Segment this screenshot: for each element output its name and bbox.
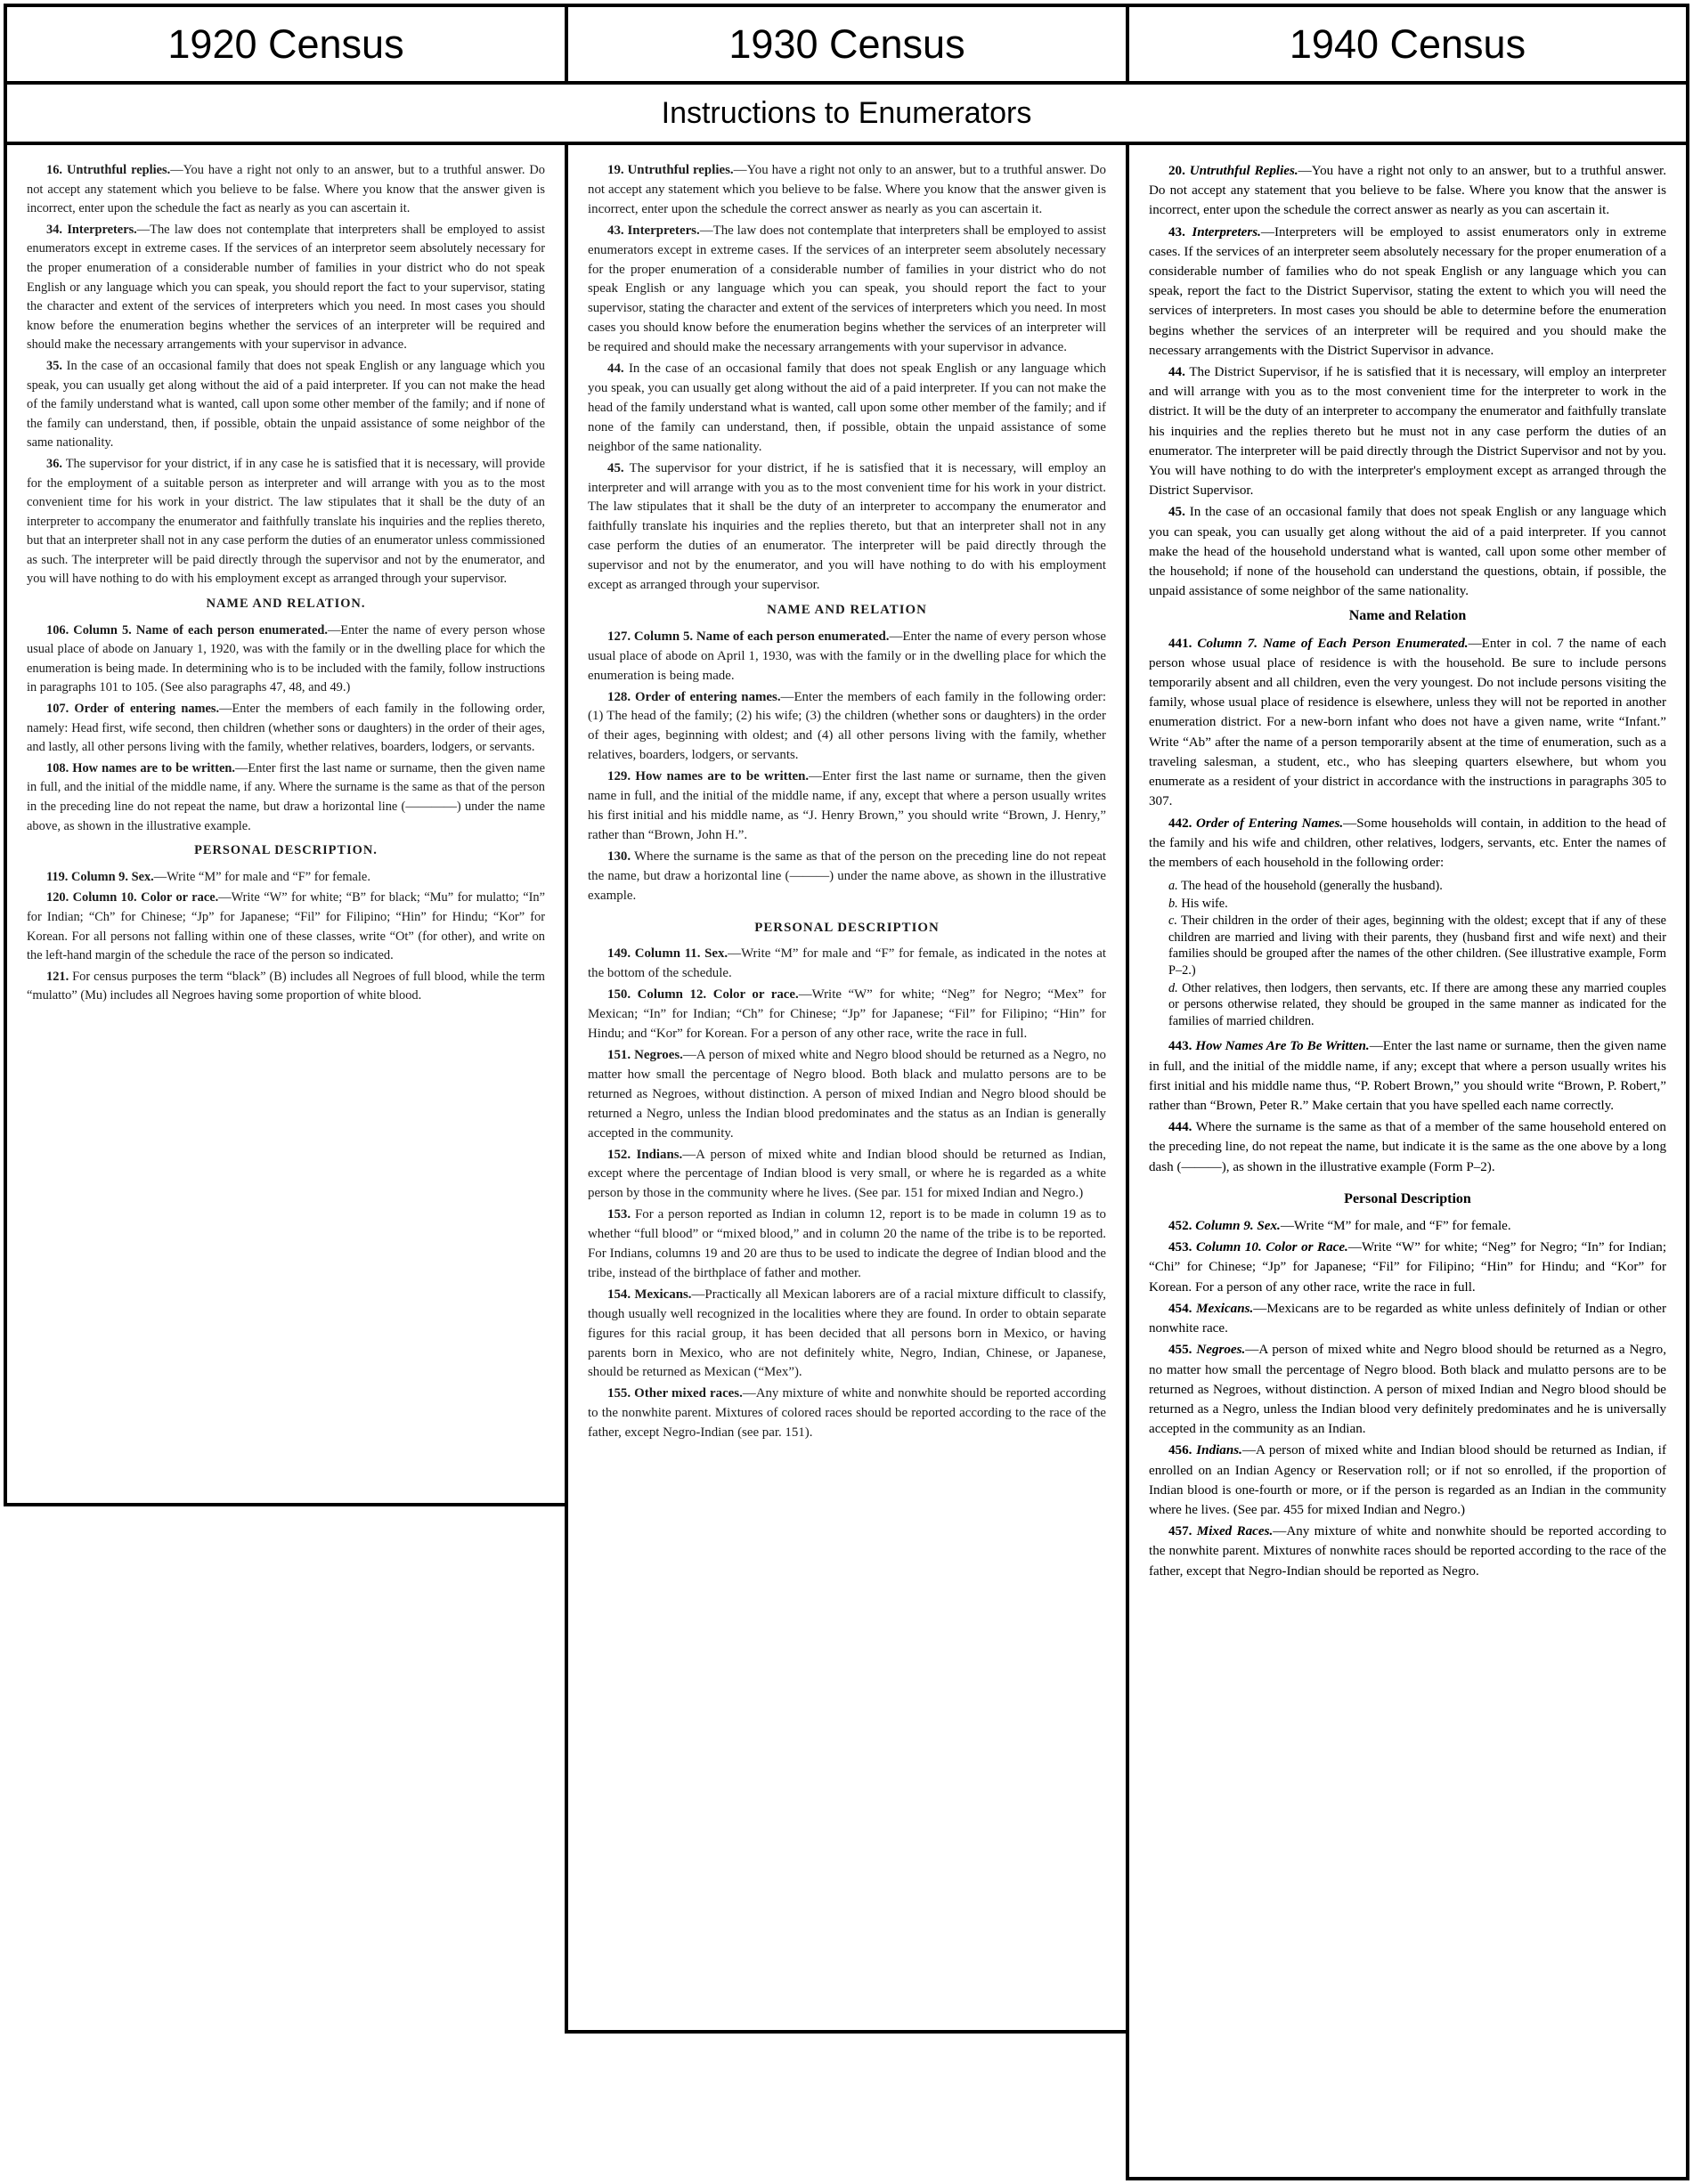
paragraph-152: 152. Indians.—A person of mixed white and Indian blood should be returned as Indian, except where the percentage of Indian blood is very small, or where he is regarded as a white person by those in the community where he lives. (See par. 151 for mixed Indian and Negro.) (588, 1147, 1106, 1201)
paragraph-455: 455. Negroes.—A person of mixed white and Negro blood should be returned as a Negro, no matter how small the percentage of Negro blood. Both black and mulatto persons are to be returned as Negroes, without distinction. A person of mixed Indian and Negro blood should be returned as a Negro, unless the Indian blood very definitely predominates and he is universally accepted in the community as an Indian. (1149, 1343, 1666, 1437)
column-1930-instructions (565, 142, 1129, 2034)
paragraph-150: 150. Column 12. Color or race.—Write “W” for white; “Neg” for Negro; “Mex” for Mexican; “In” for Indian; “Ch” for Chinese; “Jp” for Japanese; “Fil” for Filipino; “Hin” for Hindu; and “Kor” for Korean. For a person of any other race, write the race in full. (588, 987, 1106, 1042)
paragraph-130: 130. Where the surname is the same as that of the person on the preceding line do not repeat the name, but draw a horizontal line (———) under the name above, as shown in the illustrative example. (588, 848, 1106, 903)
banner-title: Instructions to Enumerators (661, 95, 1032, 130)
paragraph-35: 35. In the case of an occasional family that does not speak English or any language which you speak, you can usually get along without the aid of a paid interpreter. If you can not make the head of the family understand what is wanted, call upon some other member of the family; and if none of the family can understand, then, if possible, obtain the unpaid assistance of some neighbor of the same nationality. (27, 358, 545, 451)
paragraph-44: 44. The District Supervisor, if he is satisfied that it is necessary, will employ an interpreter and will arrange with you as to the most convenient time for the interpreter to work in the district. It will be the duty of an interpreter to accompany the enumerator and faithfully translate his inquiries and the replies thereto but he must not in any case perform the duties of an enumerator. The interpreter will be paid directly through the District Supervisor and not by you. You will have nothing to do with the interpreter's employment except as arranged through the District Supervisor. (1149, 365, 1666, 499)
paragraph-454: 454. Mexicans.—Mexicans are to be regarded as white unless definitely of Indian or other nonwhite race. (1149, 1301, 1666, 1336)
paragraph-121: 121. For census purposes the term “black” (B) includes all Negroes of full blood, while the term “mulatto” (Mu) includes all Negroes having some proportion of white blood. (27, 969, 545, 1003)
paragraph-443: 443. How Names Are To Be Written.—Enter the last name or surname, then the given name in full, and the initial of the middle name, if any; except that where a person usually writes his first initial and his middle name thus, “P. Robert Brown,” you should write “Brown, P. Robert,” rather than “Brown, Peter R.” Make certain that you have spelled each name correctly. (1149, 1039, 1667, 1114)
section-heading-name-relation: NAME AND RELATION (767, 602, 927, 617)
paragraph-36: 36. The supervisor for your district, if in any case he is satisfied that it is necessary, will provide for the employment of a suitable person as interpreter and will arrange with you as to the most convenient time for his work in your district. The law stipulates that it shall be the duty of an interpreter to accompany the enumerator and faithfully translate his inquiries and the replies thereto, but that an interpreter shall not in any case perform the duties of an enumerator unless commissioned as such. The interpreter will be paid directly through the supervisor and not by the enumerator, and you will have nothing to do with his employment except as arranged through your supervisor. (27, 456, 545, 587)
instructions-banner (4, 81, 1689, 145)
paragraph-44: 44. In the case of an occasional family that does not speak English or any language which you speak, you can usually get along without the aid of a paid interpreter. If you can not make the head of the family understand what is wanted, call upon some other member of the family; and if none of the family can understand, then, if possible, obtain the unpaid assistance of some neighbor of the same nationality. (588, 361, 1106, 454)
paragraph-16: 16. Untruthful replies.—You have a right not only to an answer, but to a truthful answer. Do not accept any statement which you believe to be false. Where you know that the answer given is incorrect, enter upon the schedule the fact as nearly as you can ascertain it. (27, 163, 545, 216)
paragraph-442: 442. Order of Entering Names.—Some households will contain, in addition to the head of the family and his wife and children, other relatives, lodgers, servants, etc. Enter the names of the members of each household in the following order: (1149, 816, 1666, 870)
list-item: d. Other relatives, then lodgers, then servants, etc. If there are among these any married couples or persons otherwise related, they should be grouped in the same manner as indicated for the families of married children. (1168, 980, 1666, 1028)
paragraph-457: 457. Mixed Races.—Any mixture of white and nonwhite should be reported according to the nonwhite parent. Mixtures of nonwhite races should be reported according to the race of the father, except that Negro-Indian should be reported as Negro. (1149, 1524, 1666, 1579)
paragraph-34: 34. Interpreters.—The law does not contemplate that interpreters shall be employed to assist enumerators except in extreme cases. If the services of an interpretor seem absolutely necessary for the proper enumeration of a considerable number of families in your district who do not speak English or any language which you can speak, you should report the fact to your supervisor, stating the character and extent of the services of interpreters which you need. In most cases you should know before the enumeration begins whether the services of an interpreter will be required and should make the necessary arrangements with your supervisor in advance. (27, 222, 545, 353)
order-list-442 (1149, 878, 1666, 1029)
header-1940-census (1126, 4, 1689, 85)
column-1940-instructions (1126, 142, 1689, 2180)
paragraph-128: 128. Order of entering names.—Enter the members of each family in the following order: (1) The head of the family; (2) his wife; (3) the children (whether sons or daughters) in the order of their ages, beginning with oldest; and (4) all other persons living with the family, whether relatives, boarders, lodgers, or servants. (588, 689, 1106, 763)
list-item: a. The head of the household (generally the husband). (1168, 879, 1443, 894)
paragraph-108: 108. How names are to be written.—Enter first the last name or surname, then the given name in full, and the initial of the middle name, if any. Where the surname is the same as that of the person in the preceding line do not repeat the name, but draw a horizontal line (————) under the name above, as shown in the illustrative example. (27, 760, 545, 833)
header-1940-label: 1940 Census (1289, 20, 1526, 67)
list-item: b. His wife. (1168, 896, 1228, 911)
paragraph-45: 45. The supervisor for your district, if he is satisfied that it is necessary, will employ an interpreter and will arrange with you as to the most convenient time for his work in your district. The law stipulates that it shall be the duty of an interpreter to accompany the enumerator and faithfully translate his inquiries and the replies thereto, but that an interpreter shall not in any case perform the duties of an enumerator. The interpreter will be paid directly through the supervisor and not by the enumerator, and you will have nothing to do with his employment except as arranged through your supervisor. (588, 460, 1106, 593)
paragraph-127: 127. Column 5. Name of each person enumerated.—Enter the name of every person whose usual place of abode on April 1, 1930, was with the family or in the dwelling place for which the enumeration is being made. (588, 629, 1106, 683)
paragraph-119: 119. Column 9. Sex.—Write “M” for male and “F” for female. (46, 869, 370, 884)
section-heading-personal-description: PERSONAL DESCRIPTION (754, 920, 940, 935)
header-1930-census (565, 4, 1129, 85)
section-heading-personal-description: PERSONAL DESCRIPTION. (194, 843, 378, 858)
section-heading-personal-description: Personal Description (1344, 1190, 1471, 1206)
paragraph-106: 106. Column 5. Name of each person enumerated.—Enter the name of every person whose usual place of abode on January 1, 1920, was with the family or in the dwelling place for which the enumeration is being made. In determining who is to be included with the family, follow instructions in paragraphs 101 to 105. (See also paragraphs 47, 48, and 49.) (27, 622, 545, 695)
paragraph-20: 20. Untruthful Replies.—You have a right not only to an answer, but to a truthful answer. Do not accept any statement that you believe to be false. Where you know that the answer is incorrect, enter upon the schedule the correct answer as nearly as you can ascertain it. (1149, 164, 1666, 218)
paragraph-456: 456. Indians.—A person of mixed white and Indian blood should be returned as Indian, if enrolled on an Indian Agency or Reservation roll; or if not so enrolled, if the proportion of Indian blood is one-fourth or more, or if the person is regarded as an Indian in the community where he lives. (See par. 455 for mixed Indian and Negro.) (1149, 1443, 1667, 1517)
paragraph-129: 129. How names are to be written.—Enter first the last name or surname, then the given name in full, and the initial of the middle name, if any, except that where a person usually writes his first initial and his middle name, as “J. Henry Brown,” you should write “Brown, J. Henry,” rather than “Brown, John H.”. (588, 769, 1106, 842)
paragraph-43: 43. Interpreters.—The law does not contemplate that interpreters shall be employed to assist enumerators except in extreme cases. If the services of an interpreter seem absolutely necessary for the proper enumeration of a considerable number of families in your district who do not speak English or any language which you can speak, you should report the fact to your supervisor, stating the character and extent of the services of interpreters which you need. In most cases you should know before the enumeration begins whether the services of an interpreter will be required and should make the necessary arrangements with your supervisor in advance. (588, 223, 1107, 355)
column-1920-instructions (4, 142, 568, 1506)
paragraph-107: 107. Order of entering names.—Enter the members of each family in the following order, namely: Head first, wife second, then children (whether sons or daughters) in the order of their ages, and lastly, all other persons living with the family, whether relatives, boarders, lodgers, or servants. (27, 702, 546, 755)
paragraph-154: 154. Mexicans.—Practically all Mexican laborers are of a racial mixture difficult to classify, though usually well recognized in the localities where they are found. In order to obtain separate figures for this racial group, it has been decided that all persons born in Mexico, or having parents born in Mexico, who are not definitely white, Negro, Indian, Chinese, or Japanese, should be returned as Mexican (“Mex”). (588, 1287, 1106, 1380)
section-heading-name-relation: NAME AND RELATION. (206, 597, 366, 612)
paragraph-153: 153. For a person reported as Indian in column 12, report is to be made in column 19 as to whether “full blood” or “mixed blood,” and in column 20 the name of the tribe is to be reported. For Indians, columns 19 and 20 are thus to be used to indicate the degree of Indian blood and the tribe, instead of the birthplace of father and mother. (588, 1207, 1106, 1280)
section-heading-name-relation: Name and Relation (1348, 608, 1467, 624)
paragraph-19: 19. Untruthful replies.—You have a right not only to an answer, but to a truthful answer. Do not accept any statement which you believe to be false. Where you know that the answer given is incorrect, enter upon the schedule the correct answer as nearly as you can ascertain it. (588, 163, 1106, 216)
paragraph-149: 149. Column 11. Sex.—Write “M” for male and “F” for female, as indicated in the notes at the bottom of the schedule. (588, 946, 1106, 981)
list-item: c. Their children in the order of their ages, beginning with the oldest; except that if any of these children are married and living with their parents, they (husband first and wife next) and their families should be grouped after the names of the other children. (See illustrative example, Form P–2.) (1168, 913, 1666, 978)
paragraph-155: 155. Other mixed races.—Any mixture of white and nonwhite should be reported according to the nonwhite parent. Mixtures of colored races should be reported according to the race of the father, except Negro-Indian (see par. 151). (588, 1386, 1107, 1441)
paragraph-45: 45. In the case of an occasional family that does not speak English or any language which you can speak, you can usually get along without the aid of a paid interpreter. If you cannot make the head of the household understand what is wanted, call upon some other member of the household; if none of the household can understand the questions, obtain, if possible, the unpaid assistance of some neighbor of the same nationality. (1149, 505, 1666, 599)
header-1930-label: 1930 Census (728, 20, 965, 67)
paragraph-43: 43. Interpreters.—Interpreters will be employed to assist enumerators only in extreme cases. If the services of an interpreter seem absolutely necessary for the proper enumeration of a considerable number of families who do not speak English or any language which you can speak, report the fact to the District Supervisor, stating the extent to which you will need the services of interpreters. In most cases you should be able to determine before the enumeration begins whether the services of an interpreter will be required and you should make the necessary arrangements with the District Supervisor in advance. (1149, 224, 1666, 358)
paragraph-444: 444. Where the surname is the same as that of a member of the same household entered on the preceding line, do not repeat the name, but indicate it is the same as the one above by a long dash (———), as shown in the illustrative example (Form P–2). (1149, 1120, 1666, 1174)
paragraph-452: 452. Column 9. Sex.—Write “M” for male, and “F” for female. (1168, 1219, 1511, 1234)
paragraph-120: 120. Column 10. Color or race.—Write “W” for white; “B” for black; “Mu” for mulatto; “In” for Indian; “Ch” for Chinese; “Jp” for Japanese; “Fil” for Filipino; “Hin” for Hindu; “Kor” for Korean. For all persons not falling within one of these classes, write “Ot” (for other), and write on the left-hand margin of the schedule the race of the person so indicated. (27, 890, 545, 963)
paragraph-441: 441. Column 7. Name of Each Person Enumerated.—Enter in col. 7 the name of each person whose usual place of residence is with the household. Be sure to include persons temporarily absent and all children, even the very youngest. Do not include persons visiting the family, whose usual place of residence is elsewhere, unless they will not be reported in another enumeration district. For a new-born infant who does not have a given name, write “Infant.” Write “Ab” after the name of a person temporarily absent at the time of enumeration, such as a traveling salesman, a student, etc., who has sleeping quarters elsewhere, but whom you enumerate as a resident of your district in accordance with the instructions in paragraphs 305 to 307. (1149, 636, 1666, 809)
header-1920-census (4, 4, 568, 85)
header-1920-label: 1920 Census (167, 20, 404, 67)
paragraph-151: 151. Negroes.—A person of mixed white and Negro blood should be returned as a Negro, no matter how small the percentage of Negro blood. Both black and mulatto persons are to be returned as Negroes, without distinction. A person of mixed Indian and Negro blood should be returned a Negro, unless the Indian blood predominates and the status as an Indian is generally accepted in the community. (588, 1047, 1106, 1141)
paragraph-453: 453. Column 10. Color or Race.—Write “W” for white; “Neg” for Negro; “In” for Indian; “Chi” for Chinese; “Jp” for Japanese; “Fil” for Filipino; “Hin” for Hindu; and “Kor” for Korean. For a person of any other race, write the race in full. (1149, 1240, 1667, 1295)
